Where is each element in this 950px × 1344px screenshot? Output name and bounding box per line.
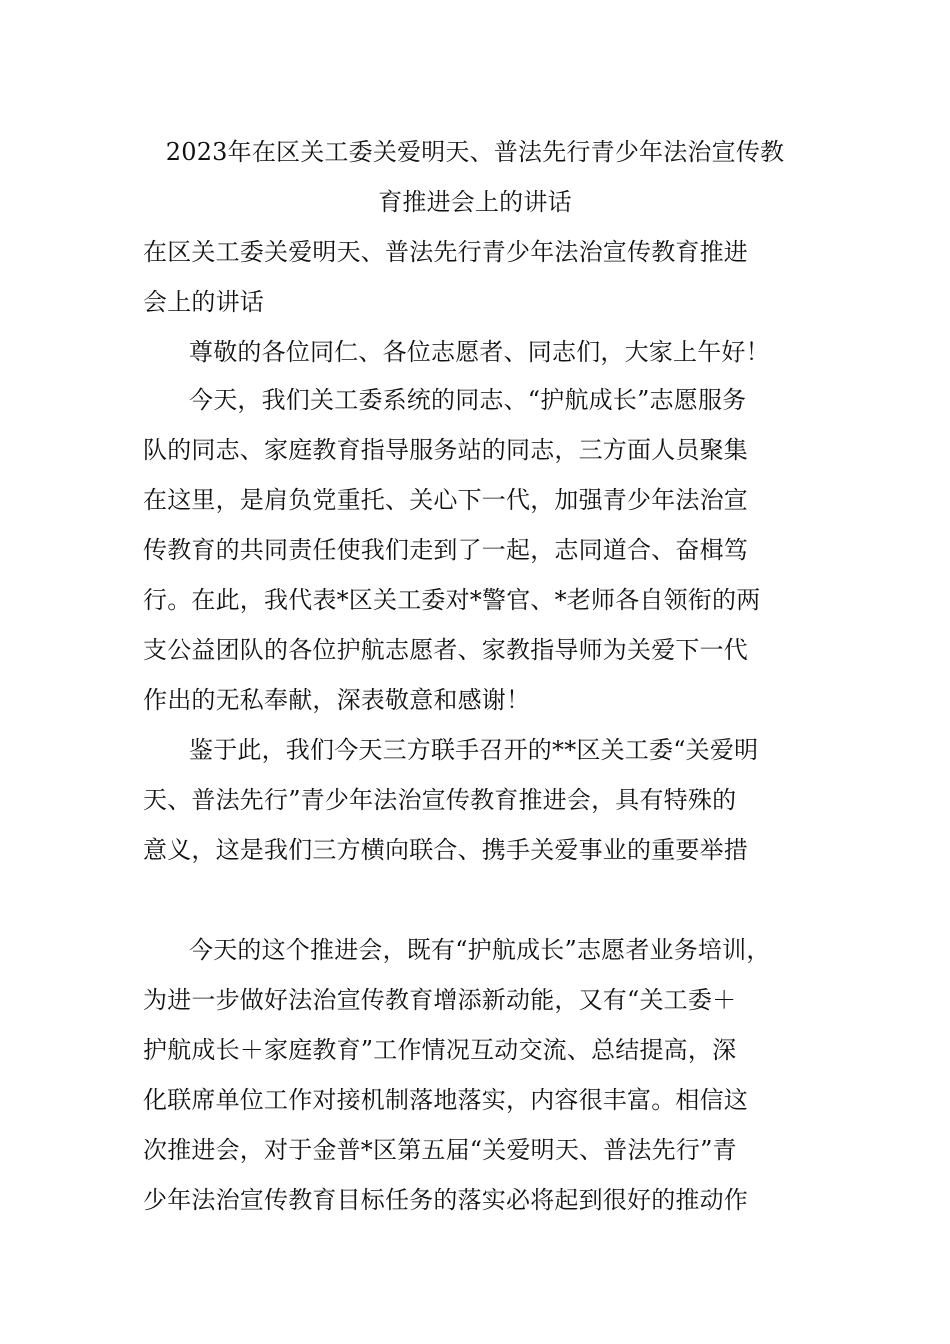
body-line: 为进一步做好法治宣传教育增添新动能，又有“关工委＋ xyxy=(143,986,737,1014)
body-line: 今天的这个推进会，既有“护航成长”志愿者业务培训， xyxy=(189,936,771,964)
body-line: 今天，我们关工委系统的同志、“护航成长”志愿服务 xyxy=(189,386,747,414)
body-line: 鉴于此，我们今天三方联手召开的**区关工委“关爱明 xyxy=(189,736,759,764)
body-line: 化联席单位工作对接机制落地落实，内容很丰富。相信这 xyxy=(143,1086,748,1114)
document-title-line-2: 育推进会上的讲话 xyxy=(378,188,572,216)
body-line: 会上的讲话 xyxy=(143,288,264,316)
body-line: 支公益团队的各位护航志愿者、家教指导师为关爱下一代 xyxy=(143,636,748,664)
body-line: 意义，这是我们三方横向联合、携手关爱事业的重要举措 xyxy=(143,836,748,864)
body-line: 传教育的共同责任使我们走到了一起，志同道合、奋楫笃 xyxy=(143,536,748,564)
body-line: 少年法治宣传教育目标任务的落实必将起到很好的推动作 xyxy=(143,1186,748,1214)
body-line: 尊敬的各位同仁、各位志愿者、同志们，大家上午好！ xyxy=(189,338,770,366)
body-line: 队的同志、家庭教育指导服务站的同志，三方面人员聚集 xyxy=(143,436,748,464)
body-line: 作出的无私奉献，深表敬意和感谢！ xyxy=(143,686,531,714)
body-line: 在区关工委关爱明天、普法先行青少年法治宣传教育推进 xyxy=(143,238,748,266)
body-line: 行。在此，我代表*区关工委对*警官、*老师各自领衔的两 xyxy=(143,586,761,614)
body-line: 护航成长＋家庭教育”工作情况互动交流、总结提高，深 xyxy=(143,1036,737,1064)
body-line: 在这里，是肩负党重托、关心下一代，加强青少年法治宣 xyxy=(143,486,748,514)
document-title-line-1: 2023年在区关工委关爱明天、普法先行青少年法治宣传教 xyxy=(165,138,785,166)
body-line: 天、普法先行”青少年法治宣传教育推进会，具有特殊的 xyxy=(143,786,737,814)
body-line: 次推进会，对于金普*区第五届“关爱明天、普法先行”青 xyxy=(143,1136,737,1164)
